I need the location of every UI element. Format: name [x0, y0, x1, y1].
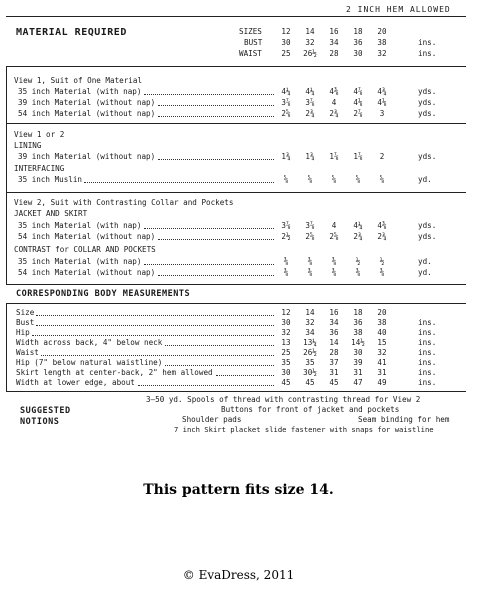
leader-dots: [158, 116, 274, 117]
cell-value: ½: [355, 257, 361, 266]
cell-value: 30: [281, 38, 291, 47]
cell-value: 4⅞: [353, 87, 363, 96]
row-label: Width across back, 4" below neck: [16, 338, 163, 347]
cell-value: 20: [377, 27, 387, 36]
unit-label: yds.: [418, 98, 437, 107]
unit-label: yd.: [418, 175, 432, 184]
unit-label: yd.: [418, 257, 432, 266]
cell-value: 32: [305, 38, 315, 47]
leader-dots: [165, 365, 274, 366]
leader-dots: [41, 355, 274, 356]
left-border-body: [6, 303, 7, 391]
cell-value: 34: [305, 328, 315, 337]
row-label: 35 inch Material (with nap): [18, 257, 142, 266]
unit-label: ins.: [418, 338, 437, 347]
leader-dots: [144, 264, 274, 265]
cell-value: 28: [329, 348, 339, 357]
view2-title: View 2, Suit with Contrasting Collar and Pockets: [14, 198, 234, 207]
cell-value: 32: [305, 318, 315, 327]
cell-value: 31: [377, 368, 387, 377]
cell-value: 3⅞: [281, 221, 291, 230]
cell-value: 38: [377, 318, 387, 327]
leader-dots: [158, 239, 274, 240]
left-border-top: [6, 66, 7, 192]
cell-value: ⅝: [355, 175, 361, 184]
cell-value: ⅝: [379, 175, 385, 184]
leader-dots: [158, 275, 274, 276]
cell-value: 38: [377, 38, 387, 47]
cell-value: 15: [377, 338, 387, 347]
leader-dots: [84, 182, 274, 183]
cell-value: 12: [281, 308, 291, 317]
cell-value: 49: [377, 378, 387, 387]
cell-value: 40: [377, 328, 387, 337]
cell-value: ⅜: [307, 257, 313, 266]
notion-thread: 3—50 yd. Spools of thread with contrasting thread for View 2: [146, 395, 421, 404]
cell-value: 13: [281, 338, 291, 347]
cell-value: 26½: [303, 49, 317, 58]
cell-value: 45: [305, 378, 315, 387]
cell-value: 4⅜: [377, 221, 387, 230]
cell-value: ⅜: [283, 268, 289, 277]
cell-value: ⅝: [307, 175, 313, 184]
notions-title-1: SUGGESTED: [20, 406, 71, 416]
cell-value: 38: [353, 328, 363, 337]
cell-value: 35: [305, 358, 315, 367]
header-label: SIZES: [239, 27, 262, 36]
cell-value: 35: [281, 358, 291, 367]
contrast-title: CONTRAST for COLLAR AND POCKETS: [14, 245, 156, 254]
hem-note: 2 INCH HEM ALLOWED: [346, 5, 451, 14]
row-label: Bust: [16, 318, 35, 327]
cell-value: 25: [281, 49, 291, 58]
copyright: © EvaDress, 2011: [182, 568, 295, 582]
cell-value: 2: [379, 152, 385, 161]
cell-value: ⅝: [283, 175, 289, 184]
body-rule: [6, 284, 466, 285]
cell-value: 36: [353, 38, 363, 47]
cell-value: 18: [353, 308, 363, 317]
leader-dots: [32, 335, 274, 336]
cell-value: 4: [331, 98, 337, 107]
cell-value: 32: [377, 348, 387, 357]
cell-value: 14: [305, 308, 315, 317]
notion-buttons: Buttons for front of jacket and pockets: [221, 405, 400, 414]
cell-value: 2¾: [377, 232, 387, 241]
cell-value: 13¼: [303, 338, 317, 347]
cell-value: 1⅞: [329, 152, 339, 161]
cell-value: 45: [329, 378, 339, 387]
row-label: Hip (7" below natural waistline): [16, 358, 163, 367]
unit-label: yds.: [418, 221, 437, 230]
row-label: Waist: [16, 348, 39, 357]
cell-value: ⅜: [307, 268, 313, 277]
cell-value: ⅜: [283, 257, 289, 266]
pattern-envelope-table: [6, 2, 468, 434]
cell-value: 4¼: [353, 221, 363, 230]
cell-value: 39: [353, 358, 363, 367]
cell-value: ⅜: [331, 268, 337, 277]
cell-value: 30: [353, 49, 363, 58]
cell-value: 2⅝: [305, 232, 315, 241]
top-rule: [6, 16, 466, 17]
unit-label: ins.: [418, 368, 437, 377]
cell-value: 16: [329, 27, 339, 36]
notion-seam-binding: Seam binding for hem: [358, 415, 450, 424]
unit-label: yd.: [418, 268, 432, 277]
cell-value: 14: [305, 27, 315, 36]
cell-value: 1¾: [281, 152, 291, 161]
cell-value: 2¾: [305, 109, 315, 118]
unit-label: yds.: [418, 232, 437, 241]
unit-label: ins.: [418, 328, 437, 337]
cell-value: ½: [379, 257, 385, 266]
cell-value: 34: [329, 318, 339, 327]
cell-value: 45: [281, 378, 291, 387]
header-label: WAIST: [239, 49, 262, 58]
row-label: 35 inch Muslin: [18, 175, 83, 184]
cell-value: 3: [379, 109, 385, 118]
material-required-title: MATERIAL REQUIRED: [16, 27, 127, 38]
cell-value: 2⅞: [353, 109, 363, 118]
cell-value: 1¾: [305, 152, 315, 161]
row-label: 54 inch Material (without nap): [18, 109, 156, 118]
cell-value: 4⅛: [353, 98, 363, 107]
unit-label: yds.: [418, 109, 437, 118]
cell-value: 4¼: [305, 87, 315, 96]
cell-value: 30½: [303, 368, 317, 377]
cell-value: 41: [377, 358, 387, 367]
cell-value: 4: [331, 221, 337, 230]
leader-dots: [36, 325, 274, 326]
cell-value: ⅝: [331, 175, 337, 184]
cell-value: 20: [377, 308, 387, 317]
row-label: 54 inch Material (without nap): [18, 268, 156, 277]
unit-label: yds.: [418, 87, 437, 96]
header-rule: [6, 66, 466, 67]
cell-value: 12: [281, 27, 291, 36]
notion-shoulder-pads: Shoulder pads: [182, 415, 242, 424]
leader-dots: [165, 345, 274, 346]
row-label: 39 inch Material (without nap): [18, 98, 156, 107]
cell-value: 30: [281, 318, 291, 327]
cell-value: 32: [281, 328, 291, 337]
leader-dots: [158, 159, 274, 160]
cell-value: 18: [353, 27, 363, 36]
row-label: Size: [16, 308, 35, 317]
cell-value: 2¾: [329, 109, 339, 118]
row-label: 54 inch Material (without nap): [18, 232, 156, 241]
cell-value: 30: [281, 368, 291, 377]
leader-dots: [144, 228, 274, 229]
cell-value: ⅜: [331, 257, 337, 266]
size-caption: This pattern fits size 14.: [143, 482, 334, 498]
leader-dots: [144, 94, 274, 95]
leader-dots: [138, 385, 274, 386]
unit-label: yds.: [418, 152, 437, 161]
body-title-rule: [6, 303, 466, 304]
view1-title: View 1, Suit of One Material: [14, 76, 143, 85]
row-label: 39 inch Material (without nap): [18, 152, 156, 161]
cell-value: 14: [329, 338, 339, 347]
cell-value: 25: [281, 348, 291, 357]
cell-value: 14½: [351, 338, 365, 347]
leader-dots: [216, 375, 274, 376]
unit-label: ins.: [418, 38, 437, 47]
cell-value: 3⅞: [305, 98, 315, 107]
notions-title-2: NOTIONS: [20, 417, 60, 427]
cell-value: 30: [353, 348, 363, 357]
cell-value: 16: [329, 308, 339, 317]
cell-value: 4⅜: [329, 87, 339, 96]
cell-value: 2⅝: [329, 232, 339, 241]
row-label: Skirt length at center-back, 2" hem allowed: [16, 368, 213, 377]
left-border-mid: [6, 192, 7, 284]
cell-value: 28: [329, 49, 339, 58]
cell-value: 3⅞: [281, 98, 291, 107]
body-measurements-title: CORRESPONDING BODY MEASUREMENTS: [16, 289, 191, 299]
cell-value: 37: [329, 358, 339, 367]
cell-value: 36: [329, 328, 339, 337]
notions-rule: [6, 391, 466, 392]
row-label: 35 inch Material (with nap): [18, 87, 142, 96]
cell-value: 31: [353, 368, 363, 377]
row-label: Hip: [16, 328, 30, 337]
v1-rule: [6, 123, 466, 124]
cell-value: 3⅞: [305, 221, 315, 230]
row-label: 35 inch Material (with nap): [18, 221, 142, 230]
cell-value: 32: [377, 49, 387, 58]
unit-label: ins.: [418, 49, 437, 58]
leader-dots: [36, 315, 274, 316]
notion-fastener: 7 inch Skirt placket slide fastener with snaps for waistline: [174, 425, 434, 434]
leader-dots: [158, 105, 274, 106]
cell-value: 2¾: [353, 232, 363, 241]
view12-title: View 1 or 2: [14, 130, 65, 139]
interfacing-title: INTERFACING: [14, 164, 65, 173]
cell-value: ⅜: [379, 268, 385, 277]
v12-rule: [6, 192, 466, 193]
cell-value: 31: [329, 368, 339, 377]
cell-value: 36: [353, 318, 363, 327]
cell-value: 4⅛: [377, 98, 387, 107]
unit-label: ins.: [418, 358, 437, 367]
lining-title: LINING: [14, 141, 42, 150]
jacket-skirt-title: JACKET AND SKIRT: [14, 209, 88, 218]
cell-value: 2⅝: [281, 109, 291, 118]
cell-value: 4¼: [281, 87, 291, 96]
unit-label: ins.: [418, 378, 437, 387]
unit-label: ins.: [418, 318, 437, 327]
cell-value: 1⅞: [353, 152, 363, 161]
cell-value: 47: [353, 378, 363, 387]
cell-value: 2½: [281, 232, 291, 241]
cell-value: 34: [329, 38, 339, 47]
header-label: BUST: [244, 38, 263, 47]
cell-value: ⅜: [355, 268, 361, 277]
cell-value: 4¾: [377, 87, 387, 96]
unit-label: ins.: [418, 348, 437, 357]
cell-value: 26½: [303, 348, 317, 357]
row-label: Width at lower edge, about: [16, 378, 135, 387]
